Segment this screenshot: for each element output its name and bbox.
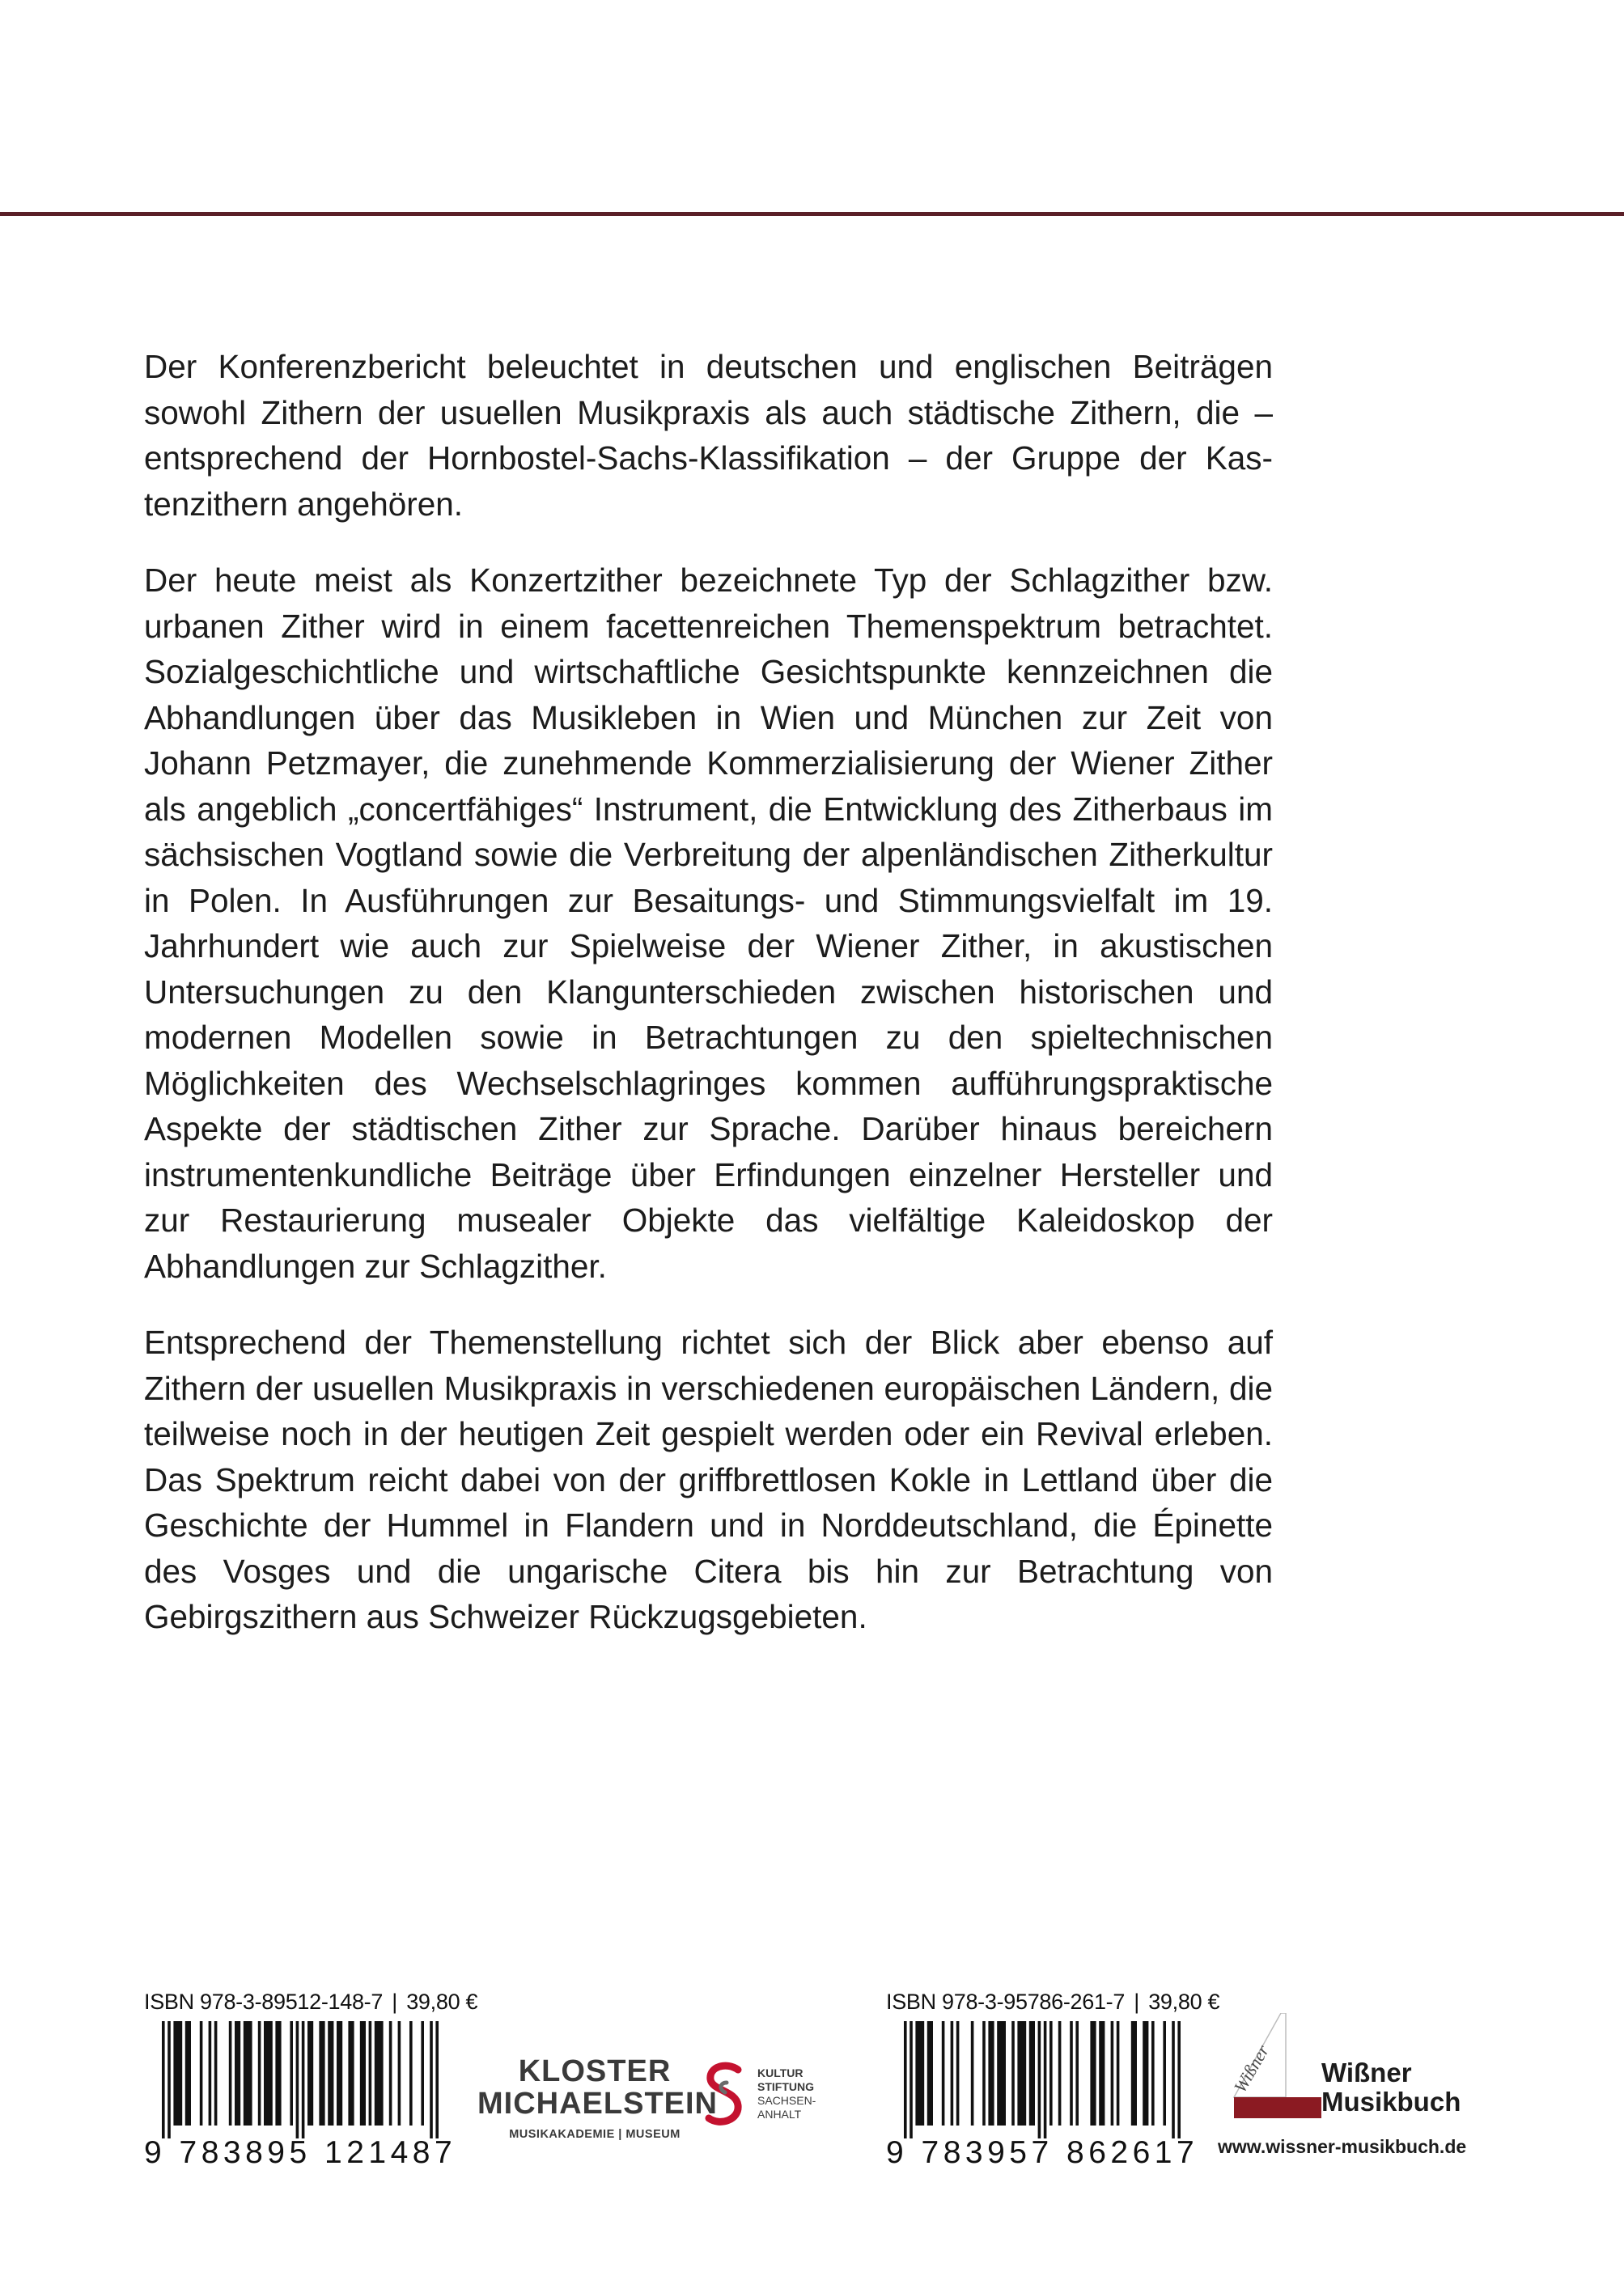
barcode-left-bar-13: [290, 2021, 293, 2126]
kloster-line-2: MICHAELSTEIN: [477, 2087, 718, 2121]
barcode-right-bar-25: [1143, 2021, 1148, 2126]
barcode-left-bar-8: [235, 2021, 240, 2126]
barcode-right-bar-18: [1070, 2021, 1073, 2126]
kloster-subtitle: MUSIKAKADEMIE | MUSEUM: [509, 2128, 681, 2141]
kultur-stiftung-text: [757, 2066, 816, 2121]
barcode-left-bar-3: [185, 2021, 191, 2126]
kloster-line-1: KLOSTER: [518, 2054, 672, 2088]
wissner-name: [1321, 2058, 1461, 2117]
wissner-mark-icon: [1218, 2013, 1323, 2118]
barcode-right-bar-29: [1177, 2021, 1181, 2138]
barcode-right-bar-2: [915, 2021, 924, 2126]
barcode-left-bar-5: [209, 2021, 212, 2126]
barcode-digits-left: 9 783895 121487: [144, 2135, 457, 2170]
barcode-left-bar-19: [337, 2021, 342, 2126]
blurb-paragraph-2: Der heute meist als Konzertzither bezeichnete Typ der Schlagzither bzw. urbanen Zither wird in einem facettenreichen Themenspektrum betrachtet. Sozialgeschichtliche und wirtschaftliche Gesichtspunkte kennzeichnen die Abhandlungen über das Musikleben in Wien und München zur Zeit von Johann Petzmayer, die zunehmende Kommerzialisierung der Wiener Zither als angeblich „concertfähiges“ Instrument, die Entwicklung des Zitherbaus im sächsischen Vogtland sowie die Verbreitung der alpenländischen Zitherkultur in Polen. In Ausführungen zur Besaitungs- und Stimmungsvielfalt im 19. Jahrhundert wie auch zur Spielweise der Wiener Zither, in akustischen Untersuchungen zu den Klangunterschieden zwischen historischen und modernen Modellen sowie in Betrachtungen zu den spieltechnischen Möglichkeiten des Wechselschlagringes kommen aufführungspraktische Aspekte der städtischen Zither zur Sprache. Darüber hinaus bereichern instrumentenkundliche Beiträge über Erfindungen einzelner Hersteller und zur Restaurierung musealer Objekte das vielfältige Kaleidoskop der Abhandlungen zur Schlagzither.: [144, 562, 1273, 1285]
kultur-stiftung-s-icon: [702, 2062, 748, 2128]
barcode-right-bar-16: [1049, 2021, 1053, 2126]
barcode-left-bar-6: [214, 2021, 218, 2126]
barcode-left-bar-12: [275, 2021, 281, 2126]
isbn-separator-left: |: [392, 1990, 398, 2014]
barcode-left-bar-9: [244, 2021, 252, 2126]
barcode-right-bar-22: [1111, 2021, 1114, 2126]
barcode-right-bar-27: [1163, 2021, 1166, 2126]
barcode-right-bar-9: [988, 2021, 994, 2126]
barcode-right-bar-4: [942, 2021, 945, 2126]
barcode-right-bar-28: [1172, 2021, 1175, 2138]
back-cover-blurb: [144, 344, 1273, 1671]
price-right: 39,80 €: [1148, 1990, 1220, 2014]
barcode-right-bar-12: [1017, 2021, 1026, 2126]
barcode-right-bar-8: [982, 2021, 986, 2126]
wissner-musikbuch-logo: [1218, 2013, 1493, 2134]
barcode-right-icon: [886, 2021, 1185, 2138]
blurb-paragraph-1: Der Konferenzbericht beleuchtet in deutschen und englischen Beiträgen sowohl Zithern der usuellen Musikpraxis als auch städtische Zithern, die – entsprechend der Hornbostel-Sachs-Klassifikation – der Gruppe der Kastenzithern angehören.: [144, 348, 1273, 523]
barcode-right-bar-24: [1131, 2021, 1137, 2126]
isbn-right: ISBN 978-3-95786-261-7: [886, 1990, 1126, 2014]
wissner-name-line-1: Wißner: [1321, 2058, 1412, 2087]
barcode-left-bar-16: [307, 2021, 313, 2126]
barcode-left-bar-14: [296, 2021, 299, 2138]
barcode-left-bar-7: [229, 2021, 232, 2126]
barcode-left-bar-25: [398, 2021, 401, 2126]
wissner-name-line-2: Musikbuch: [1321, 2087, 1461, 2117]
barcode-digits-right: 9 783957 862617: [886, 2135, 1199, 2170]
isbn-left: ISBN 978-3-89512-148-7: [144, 1990, 384, 2014]
barcode-left-bar-27: [421, 2021, 424, 2126]
barcode-left-bar-10: [258, 2021, 261, 2126]
barcode-right-bar-3: [927, 2021, 933, 2126]
isbn-separator-right: |: [1134, 1990, 1140, 2014]
barcode-right-bar-26: [1151, 2021, 1155, 2126]
barcode-left-bar-26: [409, 2021, 413, 2126]
barcode-left-bar-2: [173, 2021, 182, 2126]
barcode-left-bar-23: [375, 2021, 384, 2126]
barcode-right-bar-1: [910, 2021, 913, 2138]
barcode-left-bar-24: [389, 2021, 392, 2126]
kultur-line-1: KULTUR: [757, 2066, 804, 2079]
barcode-right-bar-17: [1058, 2021, 1062, 2126]
barcode-right-bar-15: [1044, 2021, 1047, 2138]
barcode-left-bar-22: [369, 2021, 372, 2126]
kultur-line-4: ANHALT: [757, 2108, 802, 2121]
barcode-left-bar-29: [435, 2021, 439, 2138]
barcode-right-bar-7: [971, 2021, 974, 2126]
barcode-left-bar-15: [302, 2021, 305, 2138]
barcode-block-left: [144, 1989, 477, 2169]
barcode-left-bar-18: [328, 2021, 333, 2126]
barcode-left-bar-4: [200, 2021, 203, 2126]
barcode-left-bar-0: [162, 2021, 165, 2138]
barcode-left-icon: [144, 2021, 443, 2138]
barcode-right-bar-5: [951, 2021, 954, 2126]
barcode-right-bar-23: [1117, 2021, 1120, 2126]
kloster-michaelstein-logo: [477, 2055, 850, 2152]
kultur-line-3: SACHSEN-: [757, 2094, 816, 2107]
barcode-left-bar-20: [348, 2021, 354, 2126]
barcode-right-bar-13: [1029, 2021, 1035, 2126]
barcode-right-bar-11: [1011, 2021, 1015, 2126]
barcode-left-bar-17: [319, 2021, 324, 2126]
price-left: 39,80 €: [406, 1990, 478, 2014]
isbn-price-right: [886, 1989, 1219, 2015]
barcode-block-right: [886, 1989, 1219, 2169]
barcode-left-bar-28: [430, 2021, 433, 2138]
barcode-right-bar-6: [956, 2021, 960, 2126]
barcode-right-bar-14: [1038, 2021, 1041, 2138]
blurb-paragraph-3: Entsprechend der Themenstellung richtet sich der Blick aber ebenso auf Zithern der usuellen Musikpraxis in verschiedenen europäischen Ländern, die teilweise noch in der heutigen Zeit gespielt werden oder ein Revival erleben. Das Spektrum reicht dabei von der griffbrettlosen Kokle in Lettland über die Geschichte der Hummel in Flandern und in Norddeutschland, die Épinette des Vosges und die ungarische Citera bis hin zur Betrachtung von Gebirgszithern aus Schweizer Rückzugsgebieten.: [144, 1324, 1273, 1635]
barcode-left-bar-1: [167, 2021, 171, 2138]
barcode-left-bar-11: [264, 2021, 273, 2126]
barcode-right-bar-21: [1099, 2021, 1105, 2126]
isbn-price-left: [144, 1989, 477, 2015]
barcode-right-bar-0: [904, 2021, 907, 2138]
barcode-right-bar-20: [1090, 2021, 1096, 2126]
wissner-mark-text: Wißner: [1229, 2041, 1274, 2096]
barcode-right-bar-19: [1075, 2021, 1079, 2126]
barcode-left-bar-21: [360, 2021, 366, 2126]
publisher-url: www.wissner-musikbuch.de: [1218, 2136, 1467, 2157]
top-rule: [0, 212, 1624, 216]
barcode-right-bar-10: [997, 2021, 1006, 2126]
kultur-line-2: STIFTUNG: [757, 2080, 814, 2093]
